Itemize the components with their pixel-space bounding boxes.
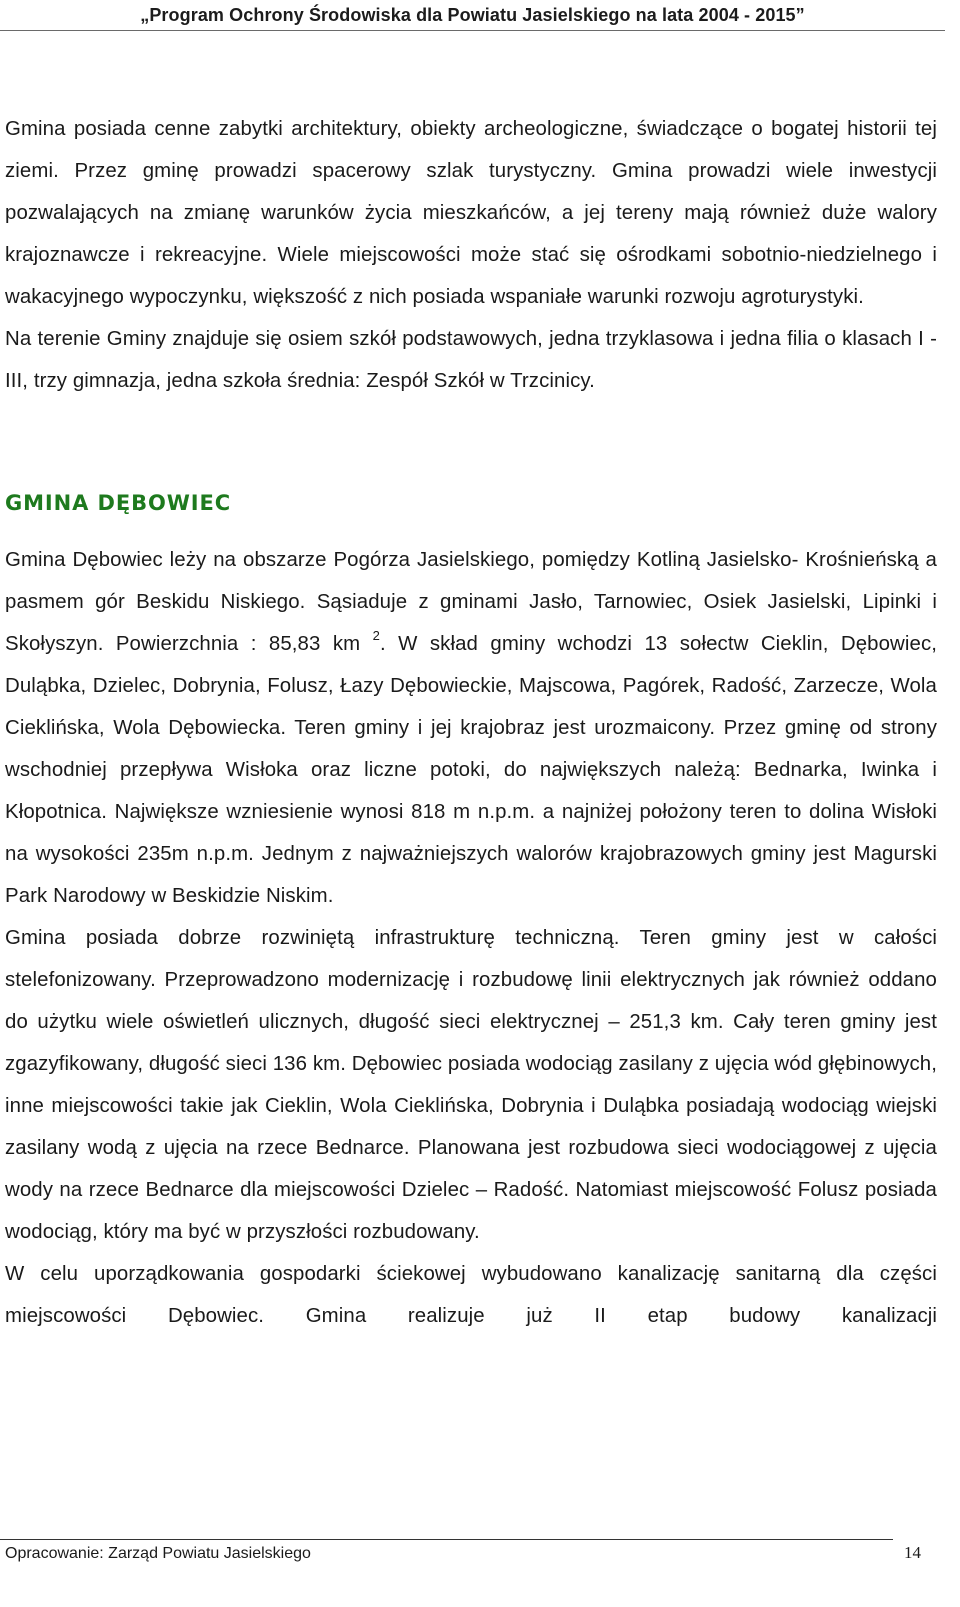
page-header bbox=[0, 0, 945, 34]
superscript-2: 2 bbox=[372, 628, 380, 644]
footer-divider bbox=[0, 1539, 893, 1540]
page-number: 14 bbox=[904, 1543, 921, 1562]
paragraph-sewage: W celu uporządkowania gospodarki ściekowej wybudowano kanalizację sanitarną dla części miejscowości Dębowiec. Gmina realizuje już II etap budowy kanalizacji bbox=[5, 1263, 937, 1327]
header-divider bbox=[0, 30, 945, 31]
paragraph-attractions: Gmina posiada cenne zabytki architektury, obiekty archeologiczne, świadczące o bogatej historii tej ziemi. Przez gminę prowadzi spacerowy szlak turystyczny. Gmina prowadzi wiele inwestycji pozwalających na zmianę warunków życia mieszkańców, a jej tereny mają również duże walory krajoznawcze i rekreacyjne. Wiele miejscowości może stać się ośrodkami sobotnio-niedzielnego i wakacyjnego wypoczynku, większość z nich posiada wspaniałe warunki rozwoju agroturystyki. bbox=[5, 118, 937, 308]
page-content bbox=[5, 108, 937, 1327]
footer-author: Opracowanie: Zarząd Powiatu Jasielskiego bbox=[5, 1545, 311, 1562]
paragraph-infrastructure: Gmina posiada dobrze rozwiniętą infrastrukturę techniczną. Teren gminy jest w całości stelefonizowany. Przeprowadzono modernizację i rozbudowę linii elektrycznych jak również oddano do użytku wiele oświetleń ulicznych, długość sieci elektrycznej – 251,3 km. Cały teren gminy jest zgazyfikowany, długość sieci 136 km. Dębowiec posiada wodociąg zasilany z ujęcia wód głębinowych, inne miejscowości takie jak Cieklin, Wola Cieklińska, Dobrynia i Duląbka posiadają wodociąg wiejski zasilany wodą z ujęcia na rzece Bednarce. Planowana jest rozbudowa sieci wodociągowej z ujęcia wody na rzece Bednarce dla miejscowości Dzielec – Radość. Natomiast miejscowość Folusz posiada wodociąg, który ma być w przyszłości rozbudowany. bbox=[5, 927, 937, 1243]
paragraph-location bbox=[5, 539, 937, 917]
paragraph-location-text-b: . W skład gminy wchodzi 13 sołectw Cieklin, Dębowiec, Duląbka, Dzielec, Dobrynia, Folusz, Łazy Dębowieckie, Majscowa, Pagórek, Radość, Zarzecze, Wola Cieklińska, Wola Dębowiecka. Teren gminy i jej krajobraz jest urozmaicony. Przez gminę od strony wschodniej przepływa Wisłoka oraz liczne potoki, do największych należą: Bednarka, Iwinka i Kłopotnica. Największe wzniesienie wynosi 818 m n.p.m. a najniżej położony teren to dolina Wisłoki na wysokości 235m n.p.m. Jednym z najważniejszych walorów krajobrazowych gminy jest Magurski Park Narodowy w Beskidzie Niskim. bbox=[5, 633, 937, 907]
section-debowiec bbox=[5, 539, 937, 1337]
document-title: „Program Ochrony Środowiska dla Powiatu Jasielskiego na lata 2004 - 2015” bbox=[140, 5, 805, 25]
section-heading-debowiec: GMINA DĘBOWIEC bbox=[5, 491, 232, 515]
paragraph-location-text-a: Gmina Dębowiec leży na obszarze Pogórza Jasielskiego, pomiędzy Kotliną Jasielsko- Krośnieńską a pasmem gór Beskidu Niskiego. Sąsiaduje z gminami Jasło, Tarnowiec, Osiek Jasielski, Lipinki i Skołyszyn. Powierzchnia : 85,83 km bbox=[5, 549, 937, 655]
paragraph-schools: Na terenie Gminy znajduje się osiem szkół podstawowych, jedna trzyklasowa i jedna filia o klasach I - III, trzy gimnazja, jedna szkoła średnia: Zespół Szkół w Trzcinicy. bbox=[5, 328, 937, 392]
